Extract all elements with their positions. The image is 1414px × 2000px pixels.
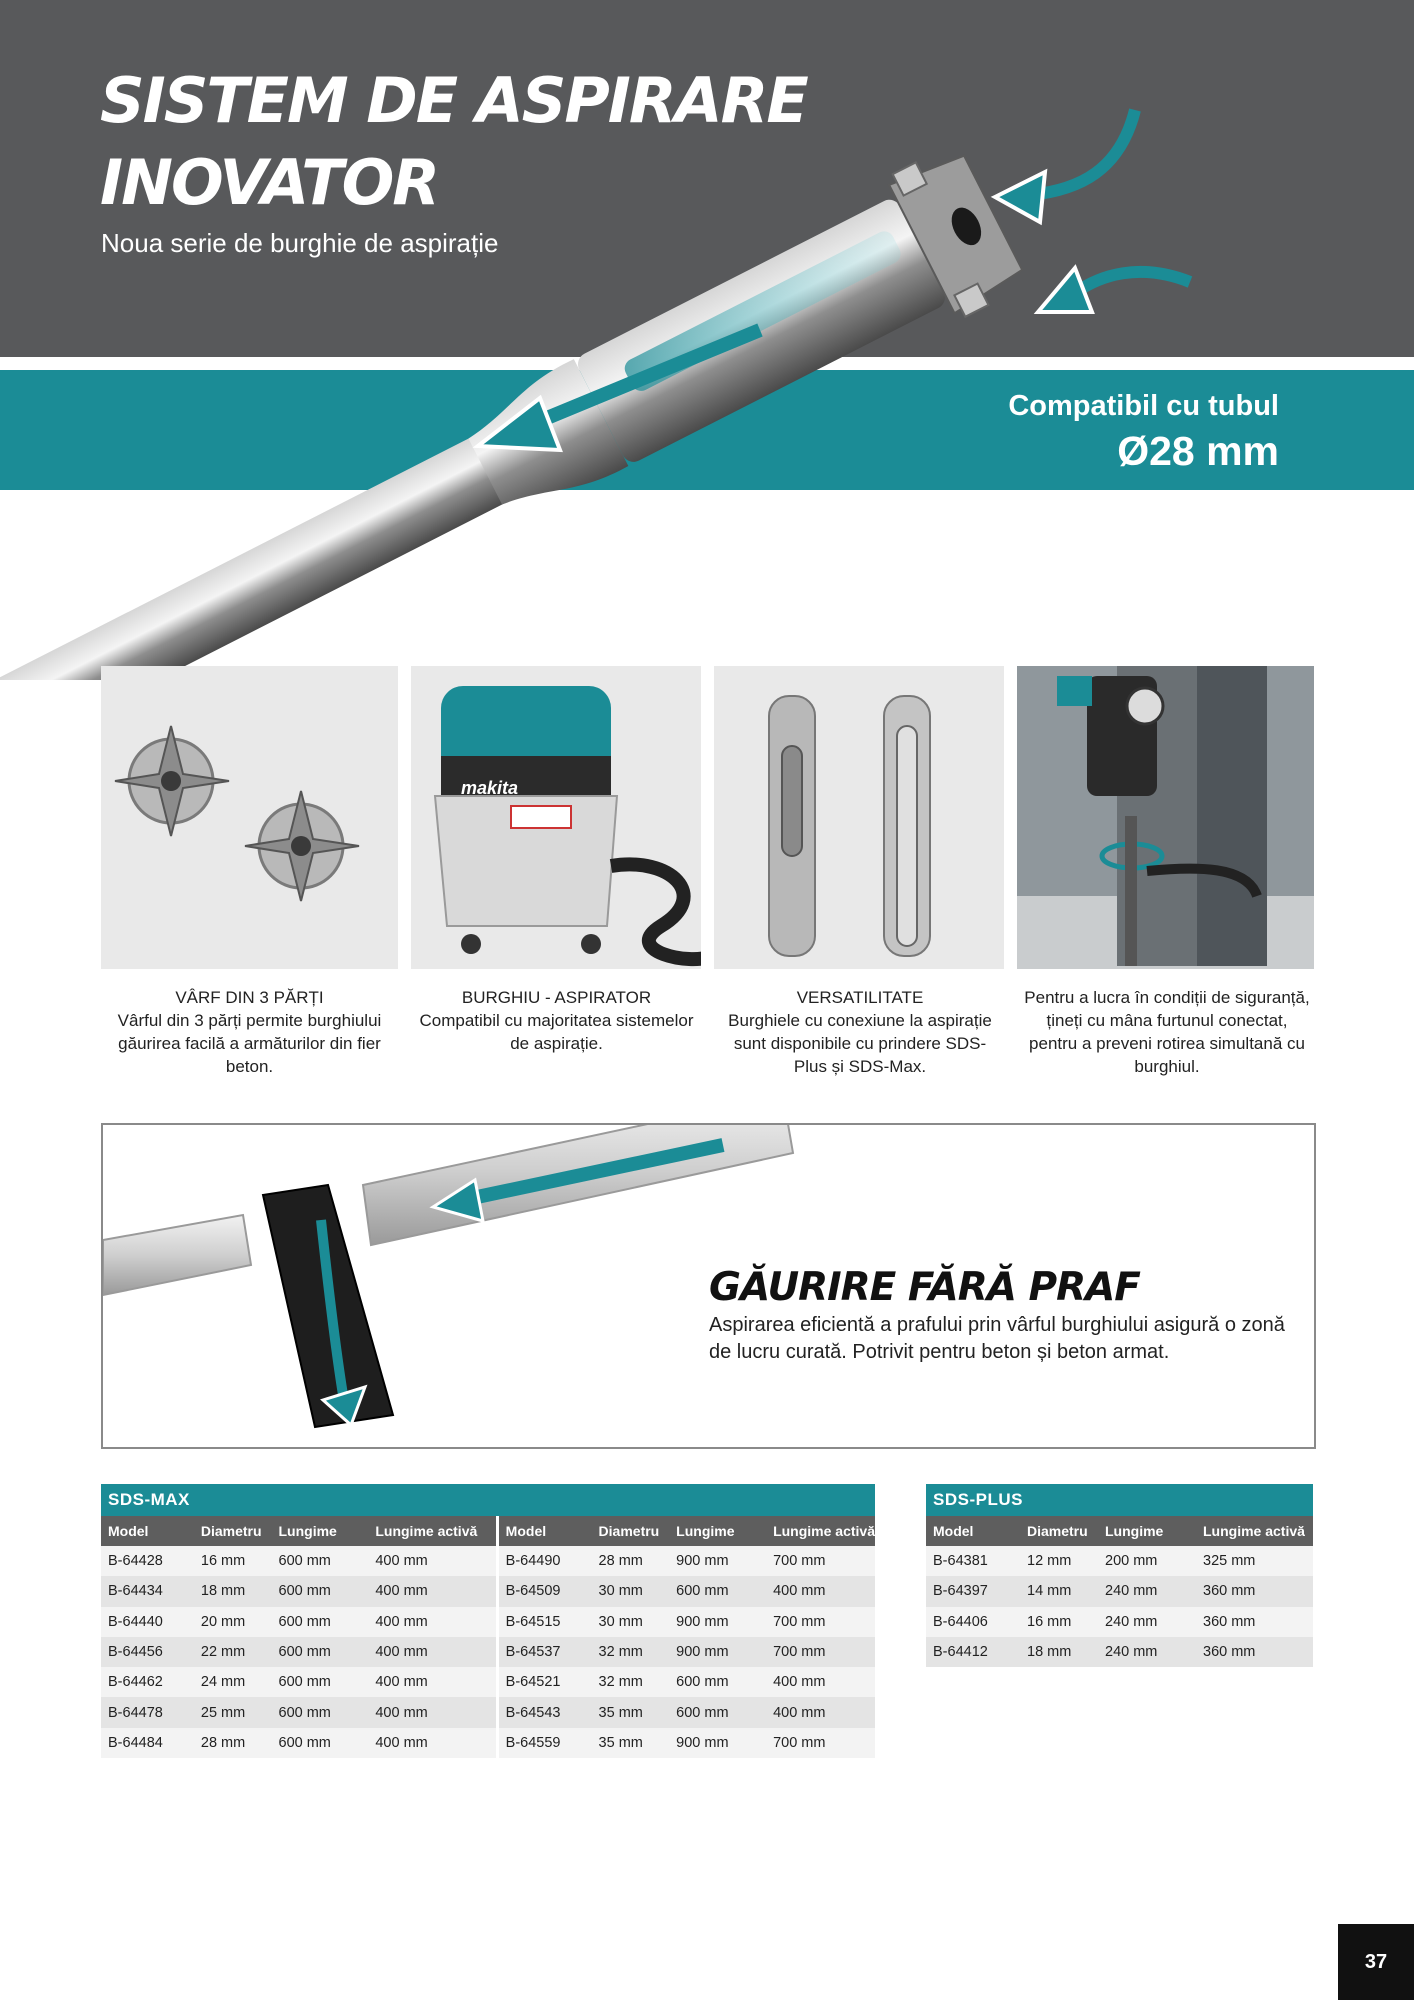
table-row <box>926 1607 1313 1637</box>
cell-model: B-64509 <box>497 1576 591 1606</box>
sds-max-table <box>101 1484 875 1758</box>
cell-model: B-64490 <box>497 1546 591 1576</box>
table-row <box>101 1576 875 1606</box>
table-row <box>101 1728 875 1758</box>
cell-model: B-64478 <box>101 1697 194 1727</box>
cell-diameter: 14 mm <box>1020 1576 1098 1606</box>
table-row <box>101 1546 875 1576</box>
cell-model: B-64537 <box>497 1637 591 1667</box>
cell-active-length: 360 mm <box>1196 1637 1313 1667</box>
cell-diameter: 32 mm <box>592 1667 670 1697</box>
cell-diameter: 30 mm <box>592 1607 670 1637</box>
cell-active-length: 360 mm <box>1196 1576 1313 1606</box>
cell-model: B-64484 <box>101 1728 194 1758</box>
cell-length: 600 mm <box>669 1697 766 1727</box>
cell-length: 600 mm <box>272 1607 369 1637</box>
cell-diameter: 30 mm <box>592 1576 670 1606</box>
page-title <box>100 60 807 224</box>
cell-model: B-64456 <box>101 1637 194 1667</box>
cell-active-length: 325 mm <box>1196 1546 1313 1576</box>
cell-length: 900 mm <box>669 1607 766 1637</box>
cell-active-length: 400 mm <box>368 1637 497 1667</box>
cell-active-length: 700 mm <box>766 1637 875 1667</box>
cell-length: 200 mm <box>1098 1546 1196 1576</box>
cell-diameter: 16 mm <box>1020 1607 1098 1637</box>
cell-model: B-64381 <box>926 1546 1020 1576</box>
cell-length: 900 mm <box>669 1546 766 1576</box>
page-subtitle: Noua serie de burghie de aspirație <box>101 228 499 258</box>
sds-plus-table <box>926 1484 1313 1667</box>
cell-active-length: 400 mm <box>368 1728 497 1758</box>
cell-model: B-64434 <box>101 1576 194 1606</box>
cell-diameter: 22 mm <box>194 1637 272 1667</box>
compat-value: Ø28 mm <box>1117 428 1279 474</box>
column-header: Diametru <box>592 1516 670 1546</box>
column-header: Diametru <box>194 1516 272 1546</box>
cell-model: B-64521 <box>497 1667 591 1697</box>
feature-caption-4 <box>1022 986 1312 1078</box>
column-header: Lungime <box>272 1516 369 1546</box>
cell-length: 240 mm <box>1098 1607 1196 1637</box>
cell-diameter: 35 mm <box>592 1728 670 1758</box>
cell-active-length: 360 mm <box>1196 1607 1313 1637</box>
cell-diameter: 25 mm <box>194 1697 272 1727</box>
feature-caption-2 <box>414 986 699 1055</box>
feature-image-shanks <box>714 666 1004 969</box>
cell-diameter: 18 mm <box>1020 1637 1098 1667</box>
cell-active-length: 400 mm <box>766 1667 875 1697</box>
cell-model: B-64397 <box>926 1576 1020 1606</box>
column-header: Lungime <box>1098 1516 1196 1546</box>
cell-model: B-64406 <box>926 1607 1020 1637</box>
cell-length: 600 mm <box>272 1728 369 1758</box>
cell-active-length: 400 mm <box>368 1697 497 1727</box>
cell-diameter: 20 mm <box>194 1607 272 1637</box>
cell-length: 240 mm <box>1098 1637 1196 1667</box>
cell-active-length: 400 mm <box>368 1607 497 1637</box>
cell-model: B-64559 <box>497 1728 591 1758</box>
compat-label: Compatibil cu tubul <box>1008 390 1279 422</box>
feature-title-2: BURGHIU - ASPIRATOR <box>461 988 652 1007</box>
cell-length: 900 mm <box>669 1728 766 1758</box>
cell-active-length: 400 mm <box>368 1576 497 1606</box>
table-row <box>101 1637 875 1667</box>
cell-diameter: 16 mm <box>194 1546 272 1576</box>
title-line-2: INOVATOR <box>100 146 439 219</box>
sds-max-title: SDS-MAX <box>101 1484 875 1516</box>
vacuum-brand-label: makita <box>461 778 519 798</box>
cell-active-length: 400 mm <box>766 1697 875 1727</box>
column-header: Diametru <box>1020 1516 1098 1546</box>
cell-active-length: 700 mm <box>766 1546 875 1576</box>
column-header: Model <box>926 1516 1020 1546</box>
column-header: Lungime activă <box>1196 1516 1313 1546</box>
cell-length: 900 mm <box>669 1637 766 1667</box>
cell-diameter: 12 mm <box>1020 1546 1098 1576</box>
table-row <box>926 1637 1313 1667</box>
promo-text: Aspirarea eficientă a prafului prin vârful burghiului asigură o zonă de lucru curată. Potrivit pentru beton și beton armat. <box>709 1314 1285 1363</box>
column-header: Model <box>497 1516 591 1546</box>
table-row <box>926 1546 1313 1576</box>
column-header: Lungime activă <box>368 1516 497 1546</box>
promo-title: GĂURIRE FĂRĂ PRAF <box>709 1265 1140 1310</box>
cell-model: B-64462 <box>101 1667 194 1697</box>
cell-active-length: 700 mm <box>766 1607 875 1637</box>
feature-image-drill-tips <box>101 666 398 969</box>
sds-plus-title: SDS-PLUS <box>926 1484 1313 1516</box>
cell-length: 600 mm <box>272 1546 369 1576</box>
cell-active-length: 400 mm <box>766 1576 875 1606</box>
cell-model: B-64515 <box>497 1607 591 1637</box>
feature-text-4: Pentru a lucra în condiții de siguranță, țineți cu mâna furtunul conectat, pentru a preveni rotirea simultană cu burghiul. <box>1024 988 1310 1076</box>
title-line-1: SISTEM DE ASPIRARE <box>100 64 807 137</box>
table-row <box>101 1667 875 1697</box>
feature-caption-3 <box>720 986 1000 1078</box>
cell-diameter: 32 mm <box>592 1637 670 1667</box>
feature-caption-1 <box>101 986 398 1078</box>
feature-image-vacuum <box>411 666 701 969</box>
cell-length: 600 mm <box>669 1667 766 1697</box>
cell-active-length: 400 mm <box>368 1546 497 1576</box>
cell-length: 600 mm <box>669 1576 766 1606</box>
feature-image-operator <box>1017 666 1314 969</box>
cell-model: B-64543 <box>497 1697 591 1727</box>
cell-diameter: 18 mm <box>194 1576 272 1606</box>
cell-length: 600 mm <box>272 1697 369 1727</box>
feature-text-1: Vârful din 3 părți permite burghiului găurirea facilă a armăturilor din fier beton. <box>117 1011 382 1076</box>
cell-diameter: 35 mm <box>592 1697 670 1727</box>
feature-title-1: VÂRF DIN 3 PĂRȚI <box>175 988 324 1007</box>
dust-free-promo <box>101 1123 1316 1449</box>
feature-title-3: VERSATILITATE <box>796 988 924 1007</box>
cell-active-length: 400 mm <box>368 1667 497 1697</box>
table-row <box>101 1607 875 1637</box>
cell-model: B-64412 <box>926 1637 1020 1667</box>
column-header: Lungime <box>669 1516 766 1546</box>
feature-text-2: Compatibil cu majoritatea sistemelor de aspirație. <box>419 1011 694 1053</box>
table-row <box>101 1697 875 1727</box>
table-row <box>926 1576 1313 1606</box>
cell-model: B-64428 <box>101 1546 194 1576</box>
page-number: 37 <box>1338 1924 1414 2000</box>
cell-active-length: 700 mm <box>766 1728 875 1758</box>
cell-model: B-64440 <box>101 1607 194 1637</box>
feature-text-3: Burghiele cu conexiune la aspirație sunt disponibile cu prindere SDS-Plus și SDS-Max. <box>728 1011 992 1076</box>
column-header: Model <box>101 1516 194 1546</box>
cell-diameter: 24 mm <box>194 1667 272 1697</box>
cell-length: 600 mm <box>272 1637 369 1667</box>
cell-length: 600 mm <box>272 1576 369 1606</box>
cell-length: 600 mm <box>272 1667 369 1697</box>
cell-diameter: 28 mm <box>592 1546 670 1576</box>
cell-length: 240 mm <box>1098 1576 1196 1606</box>
column-header: Lungime activă <box>766 1516 875 1546</box>
cell-diameter: 28 mm <box>194 1728 272 1758</box>
